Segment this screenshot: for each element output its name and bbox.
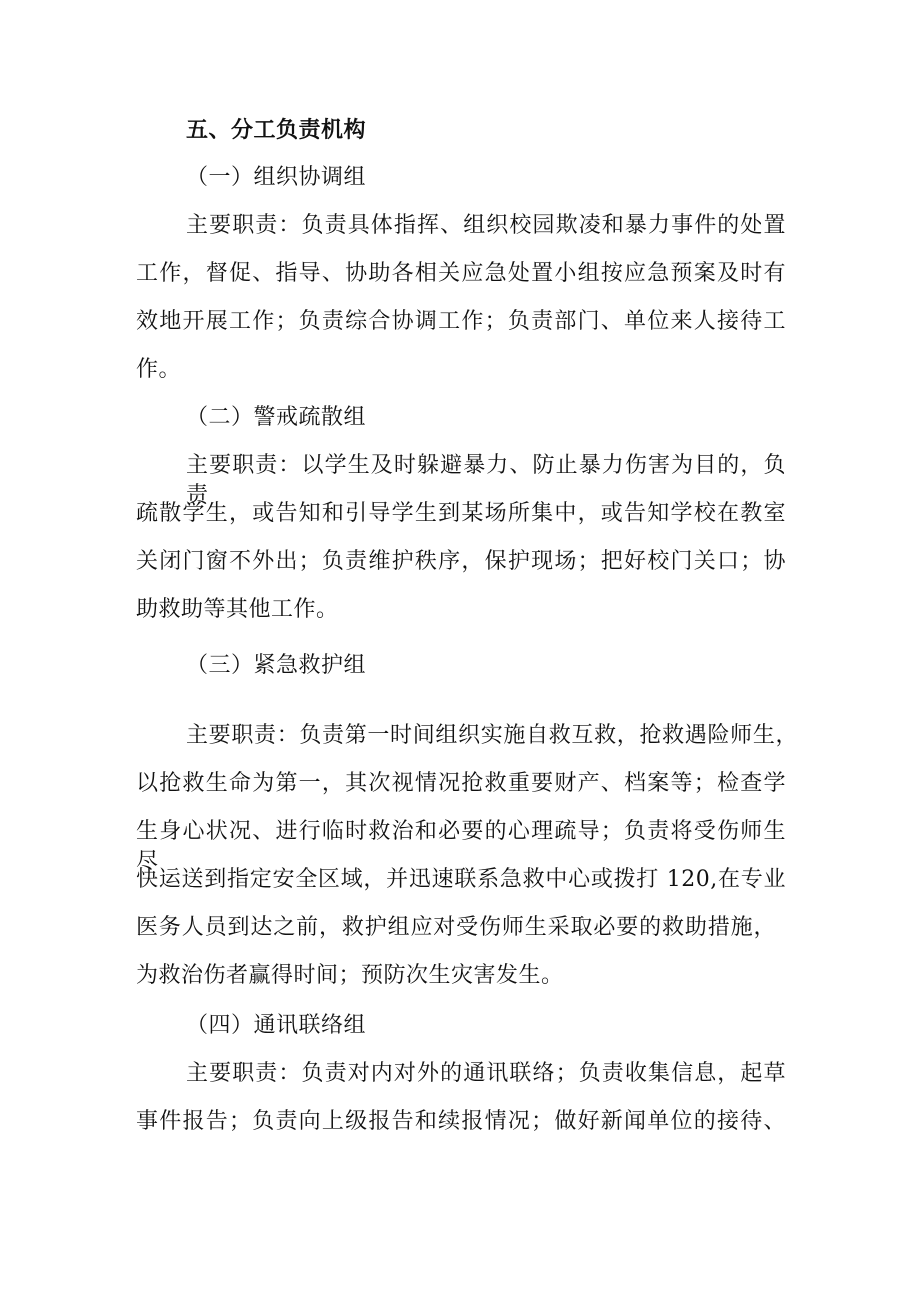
group-first-aid-line-4: 快运送到指定安全区域，并迅速联系急救中心或拨打 120,在专业 <box>136 867 786 892</box>
group-first-aid-line-6: 为救治伤者赢得时间；预防次生灾害发生。 <box>136 963 564 988</box>
group-first-aid-line-3: 生身心状况、进行临时救治和必要的心理疏导；负责将受伤师生尽 <box>136 819 786 874</box>
group-title-first-aid: （三）紧急救护组 <box>186 653 367 678</box>
group-first-aid-line-2: 以抢救生命为第一，其次视情况抢救重要财产、档案等；检查学 <box>136 771 786 796</box>
group-communication-line-2: 事件报告；负责向上级报告和续报情况；做好新闻单位的接待、 <box>136 1109 786 1134</box>
group-title-communication: （四）通讯联络组 <box>186 1013 367 1038</box>
group-coordination-line-1: 主要职责：负责具体指挥、组织校园欺凌和暴力事件的处置 <box>186 213 786 238</box>
group-evacuation-line-3: 关闭门窗不外出；负责维护秩序，保护现场；把好校门关口；协 <box>136 549 786 574</box>
group-title-evacuation: （二）警戒疏散组 <box>186 405 367 430</box>
group-title-coordination: （一）组织协调组 <box>186 165 367 190</box>
group-coordination-line-2: 工作，督促、指导、协助各相关应急处置小组按应急预案及时有 <box>136 261 786 286</box>
group-communication-line-1: 主要职责：负责对内对外的通讯联络；负责收集信息，起草 <box>186 1061 786 1086</box>
group-first-aid-line-5: 医务人员到达之前，救护组应对受伤师生采取必要的救助措施， <box>136 915 776 940</box>
section-title: 五、分工负责机构 <box>186 118 367 143</box>
group-coordination-line-3: 效地开展工作；负责综合协调工作；负责部门、单位来人接待工 <box>136 309 786 334</box>
group-evacuation-line-2: 疏散学生，或告知和引导学生到某场所集中，或告知学校在教室 <box>136 501 786 526</box>
group-first-aid-line-1: 主要职责：负责第一时间组织实施自救互救，抢救遇险师生， <box>186 723 798 748</box>
group-evacuation-line-4: 助救助等其他工作。 <box>136 597 339 622</box>
group-evacuation-line-1: 主要职责：以学生及时躲避暴力、防止暴力伤害为目的，负责 <box>186 453 786 508</box>
group-coordination-line-4: 作。 <box>136 357 182 382</box>
